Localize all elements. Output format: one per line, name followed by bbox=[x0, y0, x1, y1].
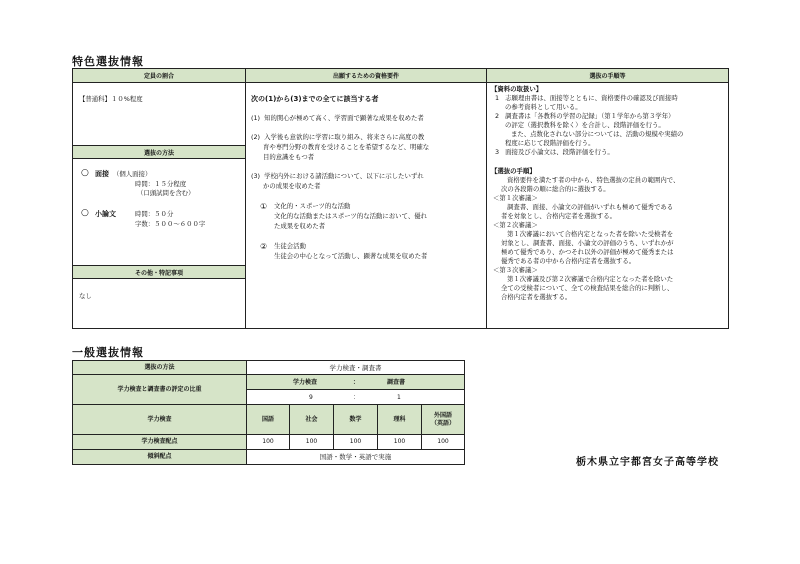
quota-header: 定員の割合 bbox=[72, 68, 246, 83]
ratio-head-test: 学力検査 bbox=[293, 379, 318, 386]
other-value: なし bbox=[79, 292, 92, 300]
subject-cell: 社会 bbox=[289, 404, 334, 435]
proc-2d: 程度に応じて段階評価を行う。 bbox=[505, 139, 595, 147]
method-cell bbox=[72, 158, 246, 266]
proc-stage1: ＜第１次審議＞ bbox=[493, 194, 538, 202]
req-lead: 次の(1)から(3)までの全てに該当する者 bbox=[251, 95, 379, 103]
interview-note: （口頭試問を含む） bbox=[137, 189, 195, 197]
method-value: 学力検査・調査書 bbox=[246, 360, 465, 375]
ratio-colon: ： bbox=[353, 394, 360, 401]
proc-1b: の参考資料として用いる。 bbox=[505, 103, 582, 111]
proc-stage2d: 優秀である者の中から合格内定者を選抜する。 bbox=[501, 257, 636, 265]
proc-stage2b: 対象とし、調査書、面接、小論文の評価のうち、いずれかが bbox=[501, 239, 674, 247]
ratio-label: 学力検査と調査書の評定の比重 bbox=[72, 374, 247, 405]
proc-2c: また、点数化されない部分については、活動の規模や実績の bbox=[511, 130, 684, 138]
req-c1-title: 文化的・スポーツ的な活動 bbox=[274, 202, 351, 210]
req-1: (1) 知的関心が極めて高く、学習面で顕著な成果を収めた者 bbox=[251, 114, 424, 122]
points-cell: 100 bbox=[333, 434, 378, 450]
ratio-report: 1 bbox=[397, 394, 401, 401]
proc-stage2: ＜第２次審議＞ bbox=[493, 221, 538, 229]
requirements-cell bbox=[245, 82, 487, 329]
proc-2b: の評定（選択教科を除く）を合計し、段階評価を行う。 bbox=[505, 121, 665, 129]
points-cell: 100 bbox=[246, 434, 290, 450]
quota-value: 【普通科】１０%程度 bbox=[79, 95, 143, 103]
essay-time: 時間：５０分 bbox=[135, 210, 174, 218]
interview-label: 面接 bbox=[95, 170, 109, 178]
interview-type: （個人面接） bbox=[113, 170, 152, 178]
requirements-header: 出願するための資格要件 bbox=[245, 68, 487, 83]
proc-h1: 【資料の取扱い】 bbox=[491, 85, 543, 93]
proc-stage1a: 調査書、面接、小論文の評価がいずれも極めて優秀である bbox=[507, 203, 674, 211]
proc-stage3: ＜第３次審議＞ bbox=[493, 266, 538, 274]
proc-stage1b: 者を対象とし、合格内定者を選抜する。 bbox=[501, 212, 617, 220]
points-cell: 100 bbox=[289, 434, 334, 450]
method-mark-1: ○ bbox=[81, 168, 89, 178]
req-c1a: 文化的な活動またはスポーツ的な活動において、優れ bbox=[274, 212, 427, 220]
points-cell: 100 bbox=[377, 434, 422, 450]
subject-cell: 数学 bbox=[333, 404, 378, 435]
weight-label: 傾斜配点 bbox=[72, 449, 247, 465]
quota-cell bbox=[72, 82, 246, 146]
tokushoku-title: 特色選抜情報 bbox=[72, 55, 144, 68]
essay-label: 小論文 bbox=[95, 210, 116, 218]
ratio-test: 9 bbox=[309, 394, 313, 401]
ratio-value-row bbox=[246, 389, 465, 405]
ratio-header-row bbox=[246, 374, 465, 390]
points-cell: 100 bbox=[421, 434, 465, 450]
req-2a: (2) 入学後も意欲的に学習に取り組み、将来さらに高度の教 bbox=[251, 133, 425, 141]
proc-stage2a: 第１次審議において合格内定となった者を除いた受検者を bbox=[507, 230, 674, 238]
method-header: 選抜の方法 bbox=[72, 145, 246, 159]
ratio-head-report: 調査書 bbox=[387, 379, 406, 386]
points-label: 学力検査配点 bbox=[72, 434, 247, 450]
subject-cell: 理科 bbox=[377, 404, 422, 435]
other-header: その他・特記事項 bbox=[72, 265, 246, 279]
subject-cell: 外国語 （英語） bbox=[421, 404, 465, 435]
req-3b: かの成果を収めた者 bbox=[263, 182, 321, 190]
req-2c: 目的意識をもつ者 bbox=[263, 153, 315, 161]
ippan-title: 一般選抜情報 bbox=[72, 346, 144, 359]
weight-value: 国語・数学・英語で実施 bbox=[246, 449, 465, 465]
proc-1a: 1 志願理由書は、面接等とともに、資格要件の確認及び面接時 bbox=[495, 94, 678, 102]
proc-stage3b: 全ての受検者について、全ての検査結果を総合的に判断し、 bbox=[501, 284, 674, 292]
procedure-header: 選抜の手順等 bbox=[486, 68, 729, 83]
method-mark-2: ○ bbox=[81, 208, 89, 218]
other-cell bbox=[72, 278, 246, 329]
proc-stage3c: 合格内定者を選抜する。 bbox=[501, 293, 572, 301]
req-c2-title: 生徒会活動 bbox=[274, 242, 306, 250]
essay-chars: 字数：５００～６００字 bbox=[135, 220, 206, 228]
school-name: 栃木県立宇都宮女子高等学校 bbox=[576, 457, 719, 468]
req-c1-mark: ① bbox=[260, 202, 268, 211]
proc-h2: 【選抜の手順】 bbox=[491, 167, 536, 175]
interview-time: 時間：１５分程度 bbox=[135, 180, 187, 188]
req-3a: (3) 学校内外における諸活動について、以下に示したいずれ bbox=[251, 172, 424, 180]
req-c2a: 生徒会の中心となって活動し、顕著な成果を収めた者 bbox=[274, 252, 428, 260]
subject-cell: 国語 bbox=[246, 404, 290, 435]
req-2b: 育や専門分野の教育を受けることを希望するなど、明確な bbox=[263, 143, 430, 151]
proc-stage3a: 第１次審議及び第２次審議で合格内定となった者を除いた bbox=[507, 275, 674, 283]
method-label: 選抜の方法 bbox=[72, 360, 247, 375]
proc-s0b: 次の各段階の順に総合的に選抜する。 bbox=[501, 185, 610, 193]
proc-2a: 2 調査書は「各教科の学習の記録」（第１学年から第３学年） bbox=[495, 112, 675, 120]
proc-s0a: 資格要件を満たす者の中から、特色選抜の定員の範囲内で、 bbox=[507, 176, 680, 184]
subjects-label: 学力検査 bbox=[72, 404, 247, 435]
procedure-cell bbox=[486, 82, 729, 329]
proc-3: 3 面接及び小論文は、段階評価を行う。 bbox=[495, 148, 614, 156]
proc-stage2c: 極めて優秀であり、かつそれ以外の評価が極めて優秀または bbox=[501, 248, 674, 256]
req-c1b: た成果を収めた者 bbox=[274, 222, 326, 230]
ratio-head-colon: ： bbox=[353, 379, 360, 386]
req-c2-mark: ② bbox=[260, 242, 268, 251]
